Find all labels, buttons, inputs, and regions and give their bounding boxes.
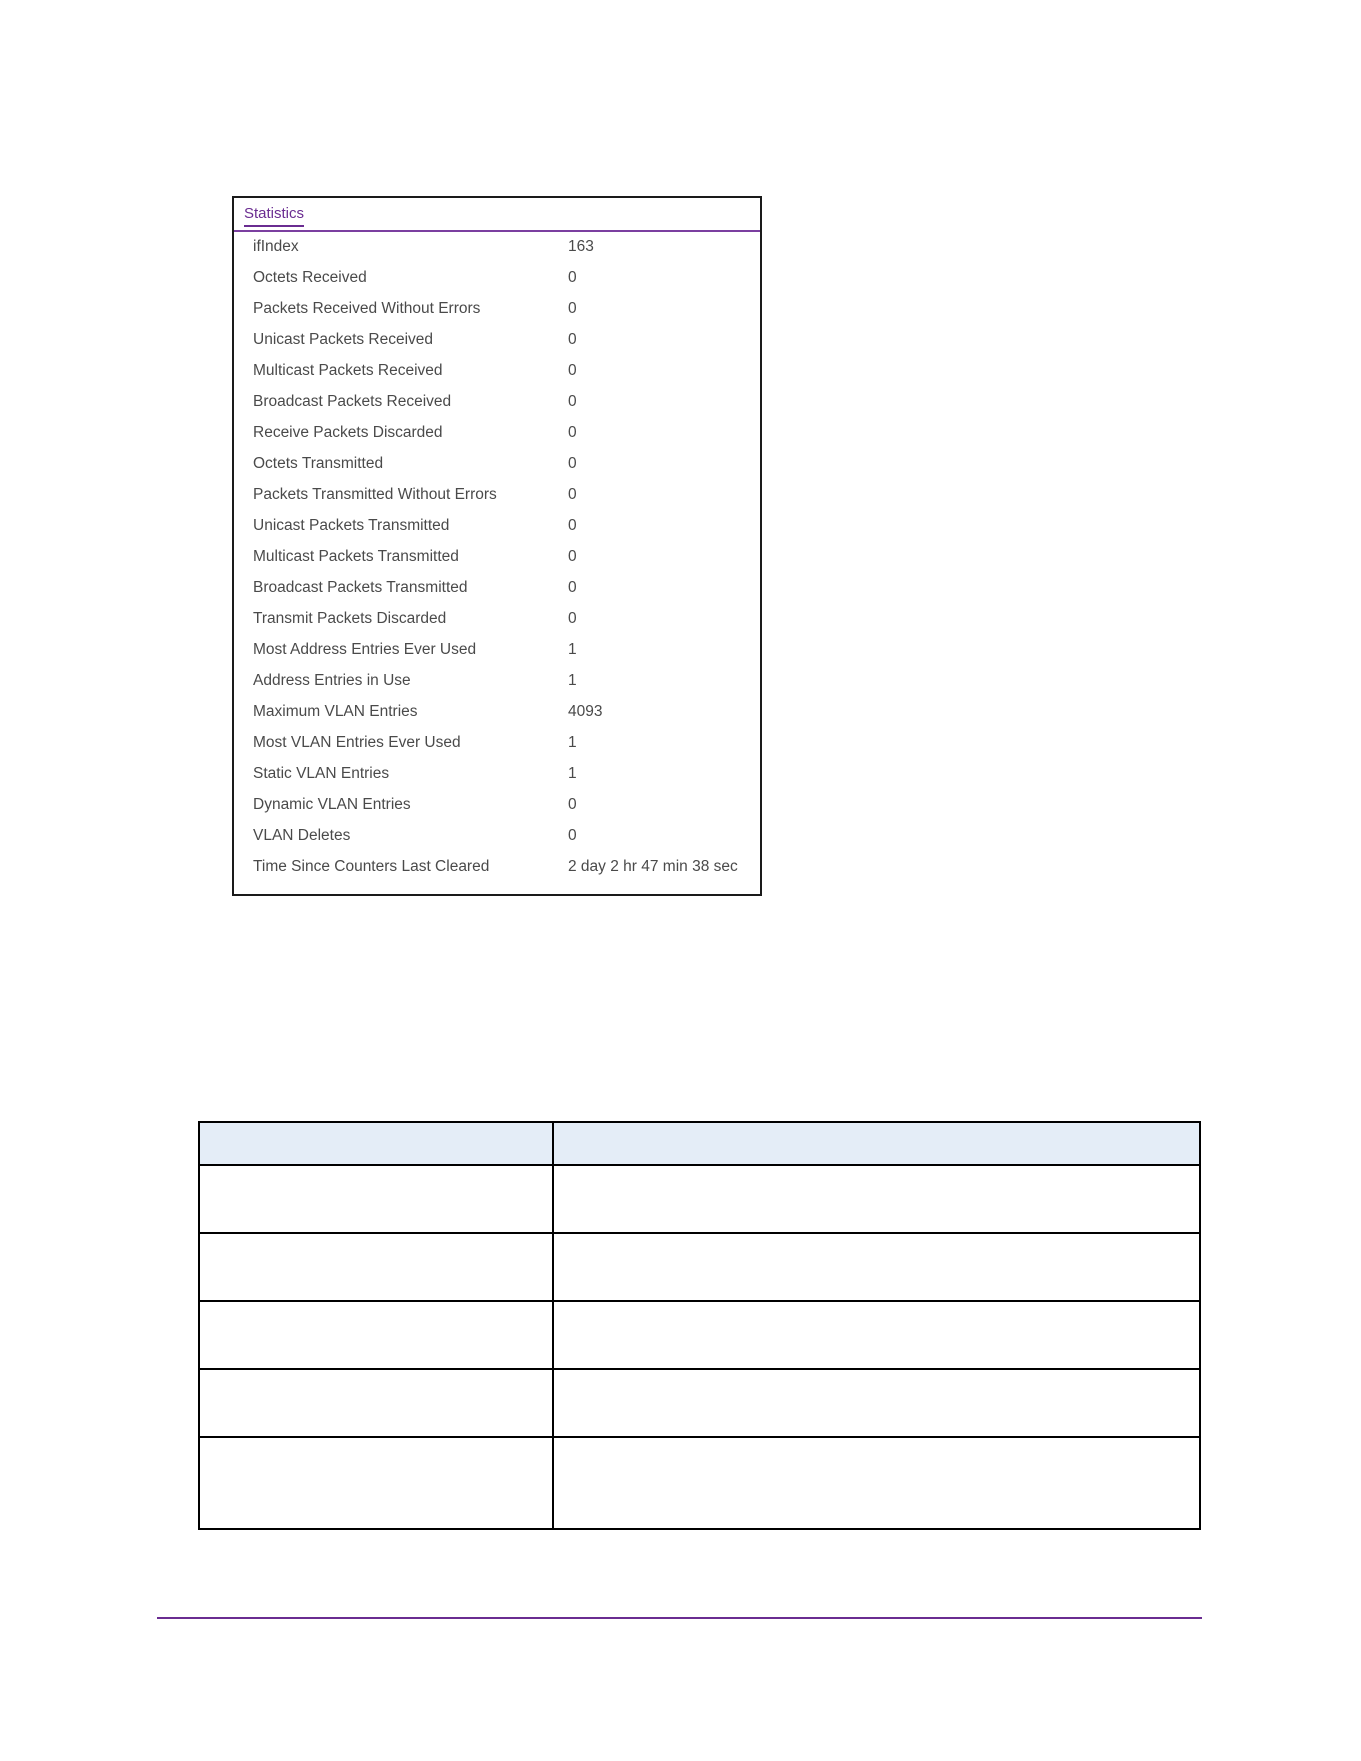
stat-label: Octets Received [253,269,367,286]
stat-label: Receive Packets Discarded [253,424,443,441]
stat-label: VLAN Deletes [253,827,351,844]
table-cell [553,1437,1200,1529]
stat-label: Most Address Entries Ever Used [253,641,477,658]
stat-row [234,758,760,789]
table-cell [553,1369,1200,1437]
statistics-header [234,198,760,232]
table-cell [553,1165,1200,1233]
stat-label: Dynamic VLAN Entries [253,796,411,813]
stat-value: 0 [568,269,577,286]
stat-value: 0 [568,486,577,503]
statistics-rows [234,231,760,882]
stat-label: Static VLAN Entries [253,765,390,782]
stat-row [234,355,760,386]
stat-label: Time Since Counters Last Cleared [253,858,490,875]
stat-value: 0 [568,610,577,627]
table-cell [199,1233,553,1301]
stat-value: 1 [568,672,577,689]
tab-statistics[interactable]: Statistics [244,205,304,227]
stat-row [234,510,760,541]
stat-row [234,417,760,448]
stat-value: 0 [568,548,577,565]
table-row [199,1437,1200,1529]
stat-row [234,572,760,603]
stat-value: 0 [568,579,577,596]
stat-label: Packets Transmitted Without Errors [253,486,497,503]
stat-label: Unicast Packets Received [253,331,434,348]
table-cell [553,1233,1200,1301]
stat-value: 0 [568,331,577,348]
table-row [199,1233,1200,1301]
table-cell [199,1369,553,1437]
stat-label: Multicast Packets Received [253,362,443,379]
stat-label: Transmit Packets Discarded [253,610,447,627]
stat-label: Octets Transmitted [253,455,384,472]
stat-row [234,789,760,820]
statistics-panel [232,196,762,896]
table-cell [553,1301,1200,1369]
stat-row [234,448,760,479]
table-row [199,1165,1200,1233]
stat-row [234,820,760,851]
table-cell [199,1165,553,1233]
table-row [199,1301,1200,1369]
stat-row [234,479,760,510]
stat-row [234,727,760,758]
stat-label: Broadcast Packets Transmitted [253,579,468,596]
stat-value: 4093 [568,703,603,720]
stat-row [234,851,760,882]
table-row [199,1369,1200,1437]
footer-divider [157,1617,1202,1619]
table-header-row [199,1122,1200,1165]
table-cell [199,1301,553,1369]
stat-label: Maximum VLAN Entries [253,703,418,720]
stat-value: 163 [568,238,594,255]
table-header-cell-field [199,1122,553,1165]
stat-value: 1 [568,641,577,658]
stat-row [234,324,760,355]
stat-row [234,262,760,293]
stat-row [234,293,760,324]
stat-label: Unicast Packets Transmitted [253,517,450,534]
stat-label: Broadcast Packets Received [253,393,452,410]
stat-label: Address Entries in Use [253,672,411,689]
stat-value: 0 [568,455,577,472]
stat-row [234,231,760,262]
stat-row [234,603,760,634]
stat-value: 1 [568,765,577,782]
stat-row [234,541,760,572]
stat-value: 1 [568,734,577,751]
stat-label: Multicast Packets Transmitted [253,548,459,565]
stat-value: 0 [568,424,577,441]
stat-value: 0 [568,827,577,844]
stat-row [234,665,760,696]
table-cell [199,1437,553,1529]
table-header-cell-description [553,1122,1200,1165]
stat-row [234,634,760,665]
stat-value: 2 day 2 hr 47 min 38 sec [568,858,738,875]
stat-label: ifIndex [253,238,299,255]
stat-value: 0 [568,517,577,534]
stat-row [234,386,760,417]
stat-row [234,696,760,727]
stat-label: Most VLAN Entries Ever Used [253,734,461,751]
stat-value: 0 [568,362,577,379]
stat-value: 0 [568,393,577,410]
stat-value: 0 [568,796,577,813]
description-table [198,1121,1201,1530]
stat-value: 0 [568,300,577,317]
stat-label: Packets Received Without Errors [253,300,481,317]
